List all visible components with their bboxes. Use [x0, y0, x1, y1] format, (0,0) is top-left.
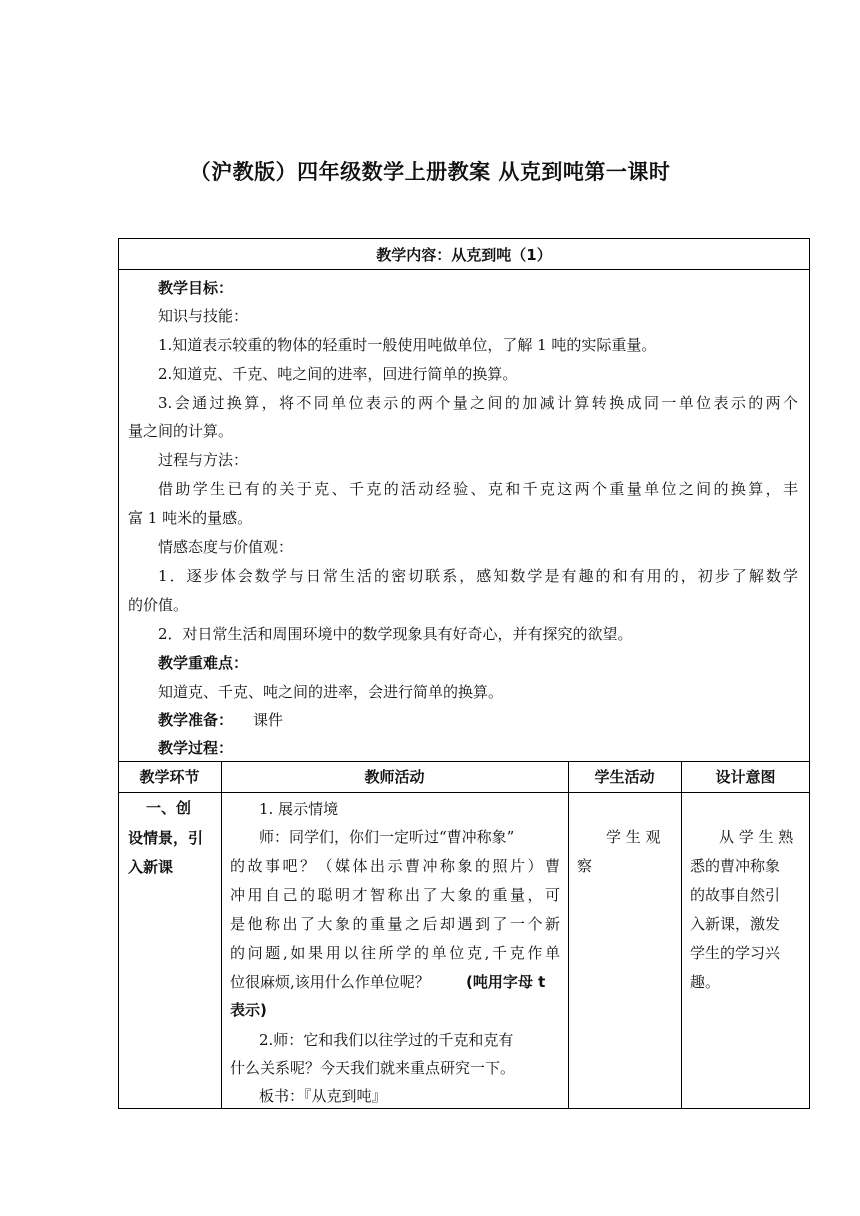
teacher-activity-line: 板书：『从克到吨』 — [259, 1087, 387, 1105]
teacher-activity-line: 的问题,如果用以往所学的单位克,千克作单 — [230, 944, 560, 962]
content-header: 教学内容：从克到吨（1） — [376, 246, 552, 264]
column-header-teacher: 教师活动 — [364, 768, 425, 786]
preparation-value: 课件 — [253, 711, 284, 729]
knowledge-item-3-line-2: 量之间的计算。 — [128, 422, 234, 440]
column-header-student: 学生活动 — [594, 768, 655, 786]
teacher-activity-line: 1. 展示情境 — [259, 800, 339, 818]
teacher-activity-line: 是他称出了大象的重量之后却遇到了一个新 — [230, 915, 560, 933]
attitude-item-1-line-2: 的价值。 — [128, 596, 189, 614]
column-header-stage: 教学环节 — [139, 768, 200, 786]
knowledge-item-2: 2.知道克、千克、吨之间的进率，回进行简单的换算。 — [158, 365, 518, 383]
knowledge-item-1: 1.知道表示较重的物体的轻重时一般使用吨做单位，了解 1 吨的实际重量。 — [158, 336, 657, 354]
key-points-heading: 教学重难点： — [158, 654, 249, 672]
teacher-activity-emphasis: 表示) — [230, 1001, 267, 1019]
design-intent-line: 入新课，激发 — [690, 915, 781, 933]
teacher-activity-emphasis: (吨用字母 t — [466, 973, 546, 991]
teacher-activity-line: 2.师：它和我们以往学过的千克和克有 — [259, 1031, 514, 1049]
design-intent-line: 悉的曹冲称象 — [690, 857, 781, 875]
row-divider — [118, 269, 810, 270]
document-title: （沪教版）四年级数学上册教案 从克到吨第一课时 — [189, 160, 671, 184]
column-divider — [681, 761, 682, 1109]
knowledge-item-3-line-1: 3.会通过换算，将不同单位表示的两个量之间的加减计算转换成同一单位表示的两个 — [158, 394, 798, 412]
teacher-activity-line: 师：同学们，你们一定听过“曹冲称象” — [259, 828, 515, 846]
design-intent-line: 学生的学习兴 — [690, 944, 781, 962]
goals-heading: 教学目标： — [158, 279, 234, 297]
column-divider — [568, 761, 569, 1109]
process-heading: 教学过程： — [158, 739, 234, 757]
design-intent-line: 从 学 生 熟 — [719, 828, 794, 846]
student-activity-line-1: 学 生 观 — [606, 828, 661, 846]
teacher-activity-line: 什么关系呢？今天我们就来重点研究一下。 — [230, 1059, 516, 1077]
knowledge-heading: 知识与技能： — [158, 307, 249, 325]
stage-line-1: 一、创 — [146, 799, 192, 817]
column-header-design: 设计意图 — [715, 768, 776, 786]
stage-line-3: 入新课 — [128, 858, 174, 876]
design-intent-line: 的故事自然引 — [690, 886, 781, 904]
design-intent-line: 趣。 — [690, 973, 721, 991]
process-method-line-2: 富 1 吨米的量感。 — [128, 509, 253, 527]
column-divider — [221, 761, 222, 1109]
stage-line-2: 设情景，引 — [128, 829, 204, 847]
teacher-activity-line: 冲用自己的聪明才智称出了大象的重量，可 — [230, 886, 560, 904]
process-method-heading: 过程与方法： — [158, 451, 249, 469]
key-points-text: 知道克、千克、吨之间的进率，会进行简单的换算。 — [158, 683, 504, 701]
attitude-item-1-line-1: 1．逐步体会数学与日常生活的密切联系，感知数学是有趣的和有用的，初步了解数学 — [158, 567, 798, 585]
student-activity-line-2: 察 — [577, 857, 593, 875]
preparation-heading: 教学准备： — [158, 711, 234, 729]
teacher-activity-line: 位很麻烦,该用什么作单位呢？ — [230, 973, 430, 991]
attitude-heading: 情感态度与价值观： — [158, 538, 294, 556]
teacher-activity-line: 的故事吧？（媒体出示曹冲称象的照片）曹 — [230, 857, 560, 875]
attitude-item-2: 2．对日常生活和周围环境中的数学现象具有好奇心，并有探究的欲望。 — [158, 625, 633, 643]
process-method-line-1: 借助学生已有的关于克、千克的活动经验、克和千克这两个重量单位之间的换算，丰 — [158, 480, 798, 498]
